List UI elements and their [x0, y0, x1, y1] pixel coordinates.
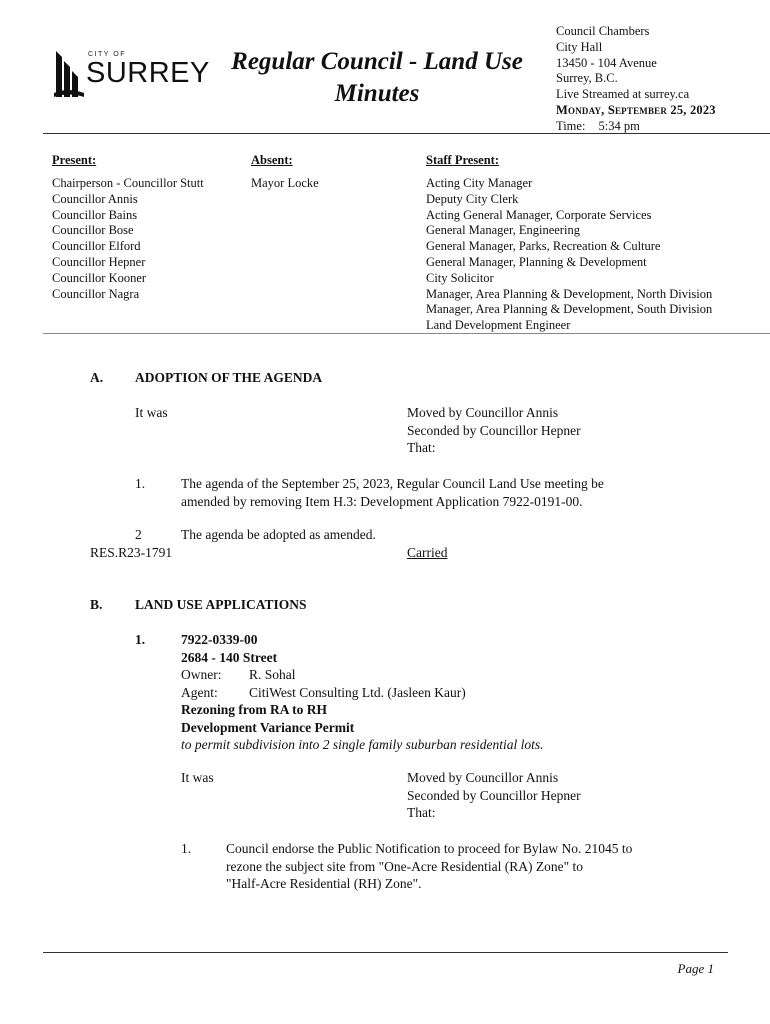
page-title	[212, 46, 542, 110]
attendance-rule	[43, 333, 770, 334]
item-number: 2	[135, 527, 142, 542]
that-text: That:	[407, 440, 436, 455]
agent-value: CitiWest Consulting Ltd. (Jasleen Kaur)	[249, 684, 466, 700]
list-item: General Manager, Parks, Recreation & Culture	[426, 239, 661, 254]
list-item: Councillor Bains	[52, 207, 138, 222]
it-was-text: It was	[135, 405, 168, 420]
location-line: Live Streamed at surrey.ca	[556, 87, 690, 102]
list-item: Councillor Hepner	[52, 254, 146, 269]
list-item: General Manager, Engineering	[426, 223, 580, 238]
location-line: 13450 - 104 Avenue	[556, 55, 657, 70]
section-b-letter: B.	[90, 597, 103, 612]
motion-block	[407, 769, 581, 822]
that-text: That:	[407, 805, 436, 820]
list-item: Councillor Elford	[52, 239, 141, 254]
absent-heading: Absent:	[251, 153, 293, 167]
logo-name: SURREY	[86, 57, 210, 89]
staff-list	[426, 176, 712, 334]
surrey-logo	[52, 47, 210, 101]
item-number: 1.	[135, 632, 146, 647]
text-line: amended by removing Item H.3: Development Application 7922-0191-00.	[181, 493, 583, 509]
item-number: 1.	[135, 476, 146, 491]
surrey-logo-mark-icon	[52, 47, 86, 101]
list-item: Acting General Manager, Corporate Services	[426, 207, 652, 222]
owner-value: R. Sohal	[249, 667, 296, 682]
present-list	[52, 176, 204, 302]
text-line: The agenda of the September 25, 2023, Regular Council Land Use meeting be	[181, 476, 604, 491]
owner-line	[181, 666, 544, 684]
section-a-letter: A.	[90, 370, 104, 385]
time-label: Time:	[556, 118, 586, 133]
list-item: General Manager, Planning & Development	[426, 254, 647, 269]
moved-by: Moved by Councillor Annis	[407, 770, 559, 785]
section-a-heading: ADOPTION OF THE AGENDA	[135, 370, 323, 385]
rezoning-text: Rezoning from RA to RH	[181, 702, 327, 717]
title-line-2: Minutes	[334, 80, 420, 107]
agenda-item-1	[181, 475, 604, 510]
agent-label: Agent:	[181, 684, 218, 700]
present-heading: Present:	[52, 153, 97, 167]
file-number: 7922-0339-00	[181, 632, 258, 647]
dvp-text: Development Variance Permit	[181, 719, 355, 735]
motion-block	[407, 404, 581, 457]
agenda-item-2: The agenda be adopted as amended.	[181, 527, 376, 542]
title-line-1: Regular Council - Land Use	[231, 48, 523, 75]
list-item: Land Development Engineer	[426, 318, 571, 333]
moved-by: Moved by Councillor Annis	[407, 405, 559, 420]
item-number: 1.	[181, 841, 192, 856]
text-line: "Half-Acre Residential (RH) Zone".	[226, 876, 422, 891]
list-item: Acting City Manager	[426, 176, 533, 190]
owner-label: Owner:	[181, 667, 222, 682]
location-line: City Hall	[556, 39, 603, 54]
carried-status: Carried	[407, 545, 448, 560]
location-line: Surrey, B.C.	[556, 71, 618, 86]
page-number: Page 1	[677, 961, 714, 976]
purpose-text: to permit subdivision into 2 single family suburban residential lots.	[181, 737, 544, 752]
resolution-text	[226, 840, 632, 893]
it-was-text: It was	[181, 770, 214, 785]
address: 2684 - 140 Street	[181, 649, 278, 665]
list-item: Chairperson - Councillor Stutt	[52, 176, 204, 190]
header-rule	[43, 133, 770, 134]
list-item: Manager, Area Planning & Development, South Division	[426, 302, 713, 317]
text-line: Council endorse the Public Notification to proceed for Bylaw No. 21045 to	[226, 841, 633, 856]
agent-line	[181, 684, 544, 702]
time-value: 5:34 pm	[598, 118, 640, 133]
list-item: City Solicitor	[426, 270, 494, 285]
list-item: Councillor Bose	[52, 223, 134, 238]
meeting-info	[556, 24, 716, 135]
location-line: Council Chambers	[556, 24, 650, 38]
section-b-heading: LAND USE APPLICATIONS	[135, 597, 307, 612]
list-item: Councillor Kooner	[52, 270, 147, 285]
resolution-number: RES.R23-1791	[90, 545, 173, 560]
meeting-date: Monday, September 25, 2023	[556, 102, 716, 117]
list-item: Councillor Annis	[52, 191, 138, 206]
seconded-by: Seconded by Councillor Hepner	[407, 422, 581, 438]
list-item: Mayor Locke	[251, 176, 319, 190]
absent-list	[251, 176, 319, 192]
footer-rule	[43, 952, 728, 953]
staff-heading: Staff Present:	[426, 153, 500, 167]
logo-city-text: CITY OF	[88, 51, 126, 58]
seconded-by: Seconded by Councillor Hepner	[407, 787, 581, 803]
list-item: Councillor Nagra	[52, 286, 140, 301]
text-line: rezone the subject site from "One-Acre Residential (RA) Zone" to	[226, 858, 584, 874]
application-block	[181, 631, 544, 754]
list-item: Manager, Area Planning & Development, North Division	[426, 286, 713, 301]
list-item: Deputy City Clerk	[426, 191, 519, 206]
